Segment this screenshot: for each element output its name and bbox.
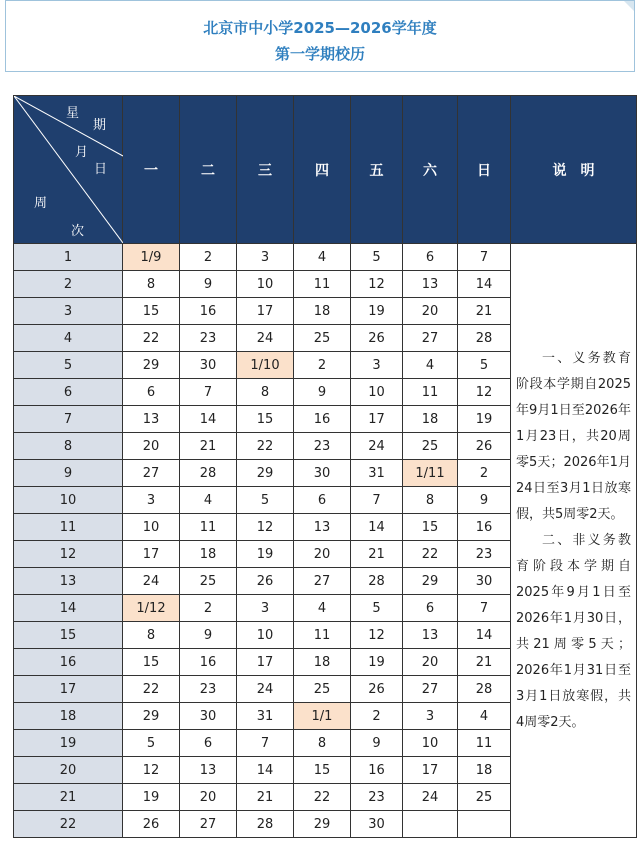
date-cell: 13 bbox=[403, 622, 458, 649]
label-zhou: 周 bbox=[34, 196, 48, 211]
date-cell: 24 bbox=[237, 325, 294, 352]
date-cell: 5 bbox=[237, 487, 294, 514]
day-header-wed: 三 bbox=[237, 96, 294, 244]
week-number: 10 bbox=[14, 487, 123, 514]
date-cell: 16 bbox=[180, 298, 237, 325]
date-cell: 7 bbox=[458, 595, 511, 622]
week-number: 8 bbox=[14, 433, 123, 460]
header-row bbox=[14, 96, 637, 244]
date-cell: 13 bbox=[403, 271, 458, 298]
date-cell: 12 bbox=[237, 514, 294, 541]
date-cell: 7 bbox=[351, 487, 403, 514]
date-cell: 22 bbox=[237, 433, 294, 460]
date-cell: 14 bbox=[458, 622, 511, 649]
date-cell: 26 bbox=[351, 325, 403, 352]
date-cell: 3 bbox=[237, 595, 294, 622]
date-cell: 29 bbox=[403, 568, 458, 595]
day-header-fri: 五 bbox=[351, 96, 403, 244]
date-cell bbox=[458, 811, 511, 838]
date-cell: 27 bbox=[123, 460, 180, 487]
week-number: 3 bbox=[14, 298, 123, 325]
date-cell: 21 bbox=[180, 433, 237, 460]
date-cell: 12 bbox=[351, 271, 403, 298]
label-xing: 星 bbox=[66, 106, 80, 121]
date-cell: 29 bbox=[294, 811, 351, 838]
date-cell: 15 bbox=[403, 514, 458, 541]
week-number: 14 bbox=[14, 595, 123, 622]
date-cell: 20 bbox=[180, 784, 237, 811]
date-cell: 12 bbox=[351, 622, 403, 649]
week-number: 20 bbox=[14, 757, 123, 784]
date-cell: 3 bbox=[403, 703, 458, 730]
date-cell: 4 bbox=[294, 244, 351, 271]
date-cell: 2 bbox=[180, 595, 237, 622]
date-cell: 23 bbox=[458, 541, 511, 568]
date-cell: 6 bbox=[123, 379, 180, 406]
date-cell: 9 bbox=[351, 730, 403, 757]
date-cell: 23 bbox=[351, 784, 403, 811]
day-header-sat: 六 bbox=[403, 96, 458, 244]
date-cell: 5 bbox=[458, 352, 511, 379]
date-cell: 25 bbox=[458, 784, 511, 811]
date-cell: 19 bbox=[237, 541, 294, 568]
date-cell: 11 bbox=[180, 514, 237, 541]
date-cell: 19 bbox=[351, 649, 403, 676]
week-number: 21 bbox=[14, 784, 123, 811]
date-cell: 8 bbox=[294, 730, 351, 757]
day-header-thu: 四 bbox=[294, 96, 351, 244]
date-cell: 26 bbox=[351, 676, 403, 703]
date-cell: 4 bbox=[403, 352, 458, 379]
date-cell: 25 bbox=[294, 325, 351, 352]
date-cell: 7 bbox=[180, 379, 237, 406]
label-yue: 月 bbox=[75, 145, 89, 160]
diagonal-corner-header bbox=[14, 96, 123, 244]
date-cell: 30 bbox=[180, 352, 237, 379]
date-cell: 10 bbox=[351, 379, 403, 406]
week-number: 18 bbox=[14, 703, 123, 730]
date-cell: 8 bbox=[123, 622, 180, 649]
month-start-cell: 1/1 bbox=[294, 703, 351, 730]
page-title: 北京市中小学2025—2026学年度 bbox=[203, 19, 437, 37]
week-number: 9 bbox=[14, 460, 123, 487]
date-cell: 17 bbox=[403, 757, 458, 784]
date-cell: 21 bbox=[351, 541, 403, 568]
month-start-cell: 1/11 bbox=[403, 460, 458, 487]
date-cell: 4 bbox=[294, 595, 351, 622]
date-cell: 16 bbox=[294, 406, 351, 433]
week-number: 4 bbox=[14, 325, 123, 352]
date-cell: 14 bbox=[351, 514, 403, 541]
date-cell: 25 bbox=[403, 433, 458, 460]
date-cell: 14 bbox=[458, 271, 511, 298]
date-cell: 13 bbox=[123, 406, 180, 433]
week-number: 12 bbox=[14, 541, 123, 568]
date-cell: 29 bbox=[237, 460, 294, 487]
date-cell: 30 bbox=[351, 811, 403, 838]
date-cell: 31 bbox=[351, 460, 403, 487]
notes-header: 说 明 bbox=[511, 96, 637, 244]
date-cell: 15 bbox=[123, 298, 180, 325]
week-number: 11 bbox=[14, 514, 123, 541]
date-cell: 29 bbox=[123, 703, 180, 730]
label-ci: 次 bbox=[71, 224, 85, 239]
day-header-mon: 一 bbox=[123, 96, 180, 244]
week-number: 16 bbox=[14, 649, 123, 676]
label-qi: 期 bbox=[93, 118, 107, 133]
date-cell: 15 bbox=[237, 406, 294, 433]
date-cell: 2 bbox=[458, 460, 511, 487]
date-cell: 21 bbox=[458, 298, 511, 325]
date-cell: 22 bbox=[403, 541, 458, 568]
date-cell: 17 bbox=[123, 541, 180, 568]
date-cell: 18 bbox=[294, 649, 351, 676]
date-cell: 12 bbox=[458, 379, 511, 406]
date-cell: 20 bbox=[403, 298, 458, 325]
school-calendar-table bbox=[13, 95, 637, 838]
date-cell: 2 bbox=[351, 703, 403, 730]
date-cell: 20 bbox=[403, 649, 458, 676]
date-cell: 10 bbox=[403, 730, 458, 757]
date-cell: 8 bbox=[403, 487, 458, 514]
date-cell: 27 bbox=[294, 568, 351, 595]
date-cell: 3 bbox=[237, 244, 294, 271]
month-start-cell: 1/10 bbox=[237, 352, 294, 379]
date-cell: 9 bbox=[180, 271, 237, 298]
date-cell: 25 bbox=[180, 568, 237, 595]
week-number: 19 bbox=[14, 730, 123, 757]
date-cell: 4 bbox=[180, 487, 237, 514]
date-cell: 9 bbox=[180, 622, 237, 649]
date-cell: 24 bbox=[123, 568, 180, 595]
week-number: 5 bbox=[14, 352, 123, 379]
date-cell: 7 bbox=[237, 730, 294, 757]
date-cell: 6 bbox=[403, 244, 458, 271]
date-cell: 16 bbox=[458, 514, 511, 541]
table-row bbox=[14, 244, 637, 271]
week-number: 15 bbox=[14, 622, 123, 649]
date-cell: 5 bbox=[123, 730, 180, 757]
date-cell: 8 bbox=[123, 271, 180, 298]
date-cell: 2 bbox=[294, 352, 351, 379]
label-ri: 日 bbox=[94, 162, 108, 177]
day-header-sun: 日 bbox=[458, 96, 511, 244]
date-cell: 10 bbox=[237, 271, 294, 298]
note-paragraph-p1: 一、义务教育阶段本学期自2025年9月1日至2026年1月23日，共20周零5天；2026年1月24日至3月1日放寒假，共5周零2天。 bbox=[516, 350, 631, 522]
week-number: 13 bbox=[14, 568, 123, 595]
date-cell: 7 bbox=[458, 244, 511, 271]
date-cell bbox=[403, 811, 458, 838]
date-cell: 20 bbox=[294, 541, 351, 568]
date-cell: 19 bbox=[458, 406, 511, 433]
date-cell: 18 bbox=[403, 406, 458, 433]
date-cell: 31 bbox=[237, 703, 294, 730]
date-cell: 26 bbox=[458, 433, 511, 460]
date-cell: 23 bbox=[180, 325, 237, 352]
week-number: 7 bbox=[14, 406, 123, 433]
date-cell: 29 bbox=[123, 352, 180, 379]
date-cell: 24 bbox=[403, 784, 458, 811]
date-cell: 18 bbox=[180, 541, 237, 568]
date-cell: 26 bbox=[123, 811, 180, 838]
week-number: 2 bbox=[14, 271, 123, 298]
date-cell: 15 bbox=[123, 649, 180, 676]
date-cell: 11 bbox=[294, 271, 351, 298]
month-start-cell: 1/12 bbox=[123, 595, 180, 622]
note-paragraph-p2: 二、非义务教育阶段本学期自2025年9月1日至2026年1月30日，共21周零5天；2026年1月31日至3月1日放寒假，共4周零2天。 bbox=[516, 532, 631, 730]
date-cell: 13 bbox=[180, 757, 237, 784]
month-start-cell: 1/9 bbox=[123, 244, 180, 271]
date-cell: 14 bbox=[237, 757, 294, 784]
page-subtitle: 第一学期校历 bbox=[274, 45, 365, 63]
date-cell: 17 bbox=[237, 298, 294, 325]
date-cell: 2 bbox=[180, 244, 237, 271]
date-cell: 28 bbox=[237, 811, 294, 838]
date-cell: 9 bbox=[294, 379, 351, 406]
date-cell: 17 bbox=[237, 649, 294, 676]
date-cell: 16 bbox=[180, 649, 237, 676]
date-cell: 28 bbox=[458, 325, 511, 352]
date-cell: 5 bbox=[351, 244, 403, 271]
date-cell: 22 bbox=[123, 325, 180, 352]
date-cell: 12 bbox=[123, 757, 180, 784]
date-cell: 11 bbox=[294, 622, 351, 649]
date-cell: 30 bbox=[294, 460, 351, 487]
date-cell: 6 bbox=[294, 487, 351, 514]
date-cell: 24 bbox=[351, 433, 403, 460]
date-cell: 14 bbox=[180, 406, 237, 433]
date-cell: 9 bbox=[458, 487, 511, 514]
date-cell: 10 bbox=[123, 514, 180, 541]
date-cell: 16 bbox=[351, 757, 403, 784]
date-cell: 20 bbox=[123, 433, 180, 460]
date-cell: 3 bbox=[123, 487, 180, 514]
date-cell: 27 bbox=[403, 325, 458, 352]
date-cell: 4 bbox=[458, 703, 511, 730]
date-cell: 11 bbox=[458, 730, 511, 757]
week-number: 22 bbox=[14, 811, 123, 838]
date-cell: 27 bbox=[403, 676, 458, 703]
date-cell: 19 bbox=[123, 784, 180, 811]
date-cell: 6 bbox=[180, 730, 237, 757]
week-number: 1 bbox=[14, 244, 123, 271]
date-cell: 10 bbox=[237, 622, 294, 649]
date-cell: 8 bbox=[237, 379, 294, 406]
date-cell: 28 bbox=[458, 676, 511, 703]
date-cell: 18 bbox=[458, 757, 511, 784]
date-cell: 6 bbox=[403, 595, 458, 622]
date-cell: 3 bbox=[351, 352, 403, 379]
date-cell: 13 bbox=[294, 514, 351, 541]
date-cell: 28 bbox=[180, 460, 237, 487]
date-cell: 22 bbox=[294, 784, 351, 811]
title-box bbox=[5, 0, 635, 72]
date-cell: 23 bbox=[294, 433, 351, 460]
notes-cell bbox=[511, 244, 637, 838]
date-cell: 19 bbox=[351, 298, 403, 325]
date-cell: 23 bbox=[180, 676, 237, 703]
date-cell: 11 bbox=[403, 379, 458, 406]
corner-fold-decoration bbox=[624, 1, 634, 11]
date-cell: 15 bbox=[294, 757, 351, 784]
date-cell: 26 bbox=[237, 568, 294, 595]
date-cell: 30 bbox=[180, 703, 237, 730]
day-header-tue: 二 bbox=[180, 96, 237, 244]
date-cell: 22 bbox=[123, 676, 180, 703]
date-cell: 5 bbox=[351, 595, 403, 622]
week-number: 6 bbox=[14, 379, 123, 406]
date-cell: 30 bbox=[458, 568, 511, 595]
date-cell: 21 bbox=[237, 784, 294, 811]
date-cell: 25 bbox=[294, 676, 351, 703]
date-cell: 17 bbox=[351, 406, 403, 433]
date-cell: 18 bbox=[294, 298, 351, 325]
date-cell: 21 bbox=[458, 649, 511, 676]
date-cell: 28 bbox=[351, 568, 403, 595]
date-cell: 27 bbox=[180, 811, 237, 838]
week-number: 17 bbox=[14, 676, 123, 703]
date-cell: 24 bbox=[237, 676, 294, 703]
